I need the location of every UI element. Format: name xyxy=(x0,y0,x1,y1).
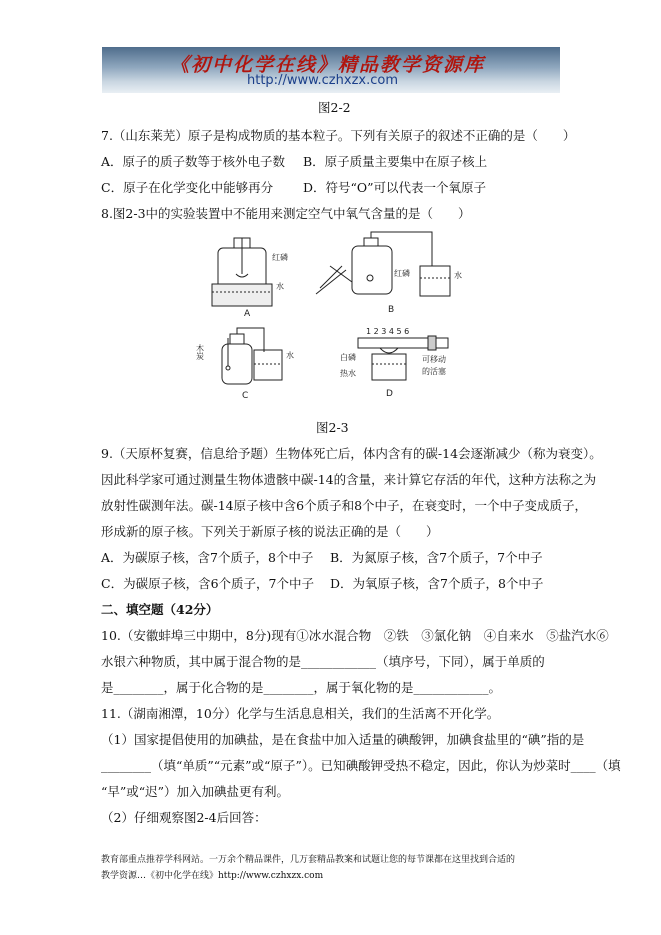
q7-option-b: B．原子质量主要集中在原子核上 xyxy=(303,154,488,169)
section-heading-fill-in: 二、填空题（42分） xyxy=(101,602,219,617)
footer-line-1: 教育部重点推荐学科网站。一万余个精品课件，几万套精品教案和试题让您的每节课都在这里找到合适的 xyxy=(101,855,516,865)
label-white-phosphorus-d: 白磷 xyxy=(340,353,356,362)
figure-2-3-caption: 图2-3 xyxy=(316,420,349,435)
label-hot-water-d: 热水 xyxy=(340,369,356,378)
figure-2-2-caption: 图2-2 xyxy=(318,100,351,115)
label-piston-d-line1: 可移动 xyxy=(422,355,446,364)
label-piston-d-line2: 的活塞 xyxy=(422,367,446,376)
label-water-a: 水 xyxy=(276,282,284,291)
q9-line-3: 放射性碳测年法。碳-14原子核中含6个质子和8个中子，在衰变时，一个中子变成质子， xyxy=(101,498,588,513)
q11-part2: （2）仔细观察图2-4后回答： xyxy=(101,810,267,825)
q8-stem: 8.图2-3中的实验装置中不能用来测定空气中氧气含量的是（ ） xyxy=(101,206,471,221)
q9-option-d: D．为氧原子核，含7个质子，8个中子 xyxy=(330,576,544,591)
q11-stem: 11.（湖南湘潭，10分）化学与生活息息相关，我们的生活离不开化学。 xyxy=(101,706,500,721)
label-b: B xyxy=(388,305,395,315)
q9-line-4: 形成新的原子核。下列关于新原子核的说法正确的是（ ） xyxy=(101,524,439,539)
q7-option-d: D．符号“O”可以代表一个氧原子 xyxy=(303,180,487,195)
q9-option-c: C．为碳原子核，含6个质子，7个中子 xyxy=(101,576,314,591)
figure-2-3 xyxy=(180,226,480,406)
apparatus-b xyxy=(316,232,450,296)
q10-line-2: 水银六种物质，其中属于混合物的是____________（填序号，下同），属于单质的 xyxy=(101,654,545,669)
banner-url[interactable]: http://www.czhxzx.com xyxy=(247,73,398,88)
footer-line-2[interactable]: 教学资源…《初中化学在线》http://www.czhxzx.com xyxy=(101,871,324,881)
q11-part1-line-2: ________（填“单质”“元素”或“原子”）。已知碘酸钾受热不稳定，因此，你认为炒菜时____（填 xyxy=(101,758,621,773)
site-banner xyxy=(102,47,560,93)
q9-option-b: B．为氮原子核，含7个质子，7个中子 xyxy=(330,550,543,565)
label-water-c: 水 xyxy=(286,351,294,360)
q7-option-a: A．原子的质子数等于核外电子数 xyxy=(101,154,286,169)
label-charcoal-c: 木炭 xyxy=(195,344,205,360)
label-red-phosphorus-b: 红磷 xyxy=(394,269,410,278)
q11-part1-line-3: “早”或“迟”）加入加碘盐更有利。 xyxy=(101,784,290,799)
q9-line-1: 9.（天原杯复赛，信息给予题）生物体死亡后，体内含有的碳-14会逐渐减少（称为衰变）。 xyxy=(101,446,602,461)
label-c: C xyxy=(242,391,249,401)
label-red-phosphorus-a: 红磷 xyxy=(272,253,288,262)
banner-title: 《初中化学在线》精品教学资源库 xyxy=(170,54,486,76)
label-d: D xyxy=(386,389,393,399)
q10-line-1: 10.（安徽蚌埠三中期中，8分)现有①冰水混合物 ②铁 ③氯化钠 ④自来水 ⑤盐汽水⑥ xyxy=(101,628,609,643)
q10-line-3: 是________，属于化合物的是________，属于氧化物的是____________。 xyxy=(101,680,502,695)
q9-option-a: A．为碳原子核，含7个质子，8个中子 xyxy=(101,550,314,565)
q7-stem: 7.（山东莱芜）原子是构成物质的基本粒子。下列有关原子的叙述不正确的是（ ） xyxy=(101,128,576,143)
q11-part1-line-1: （1）国家提倡使用的加碘盐，是在食盐中加入适量的碘酸钾，加碘食盐里的“碘”指的是 xyxy=(101,732,585,747)
label-scale-d: 1 2 3 4 5 6 xyxy=(366,327,410,336)
apparatus-c xyxy=(222,328,282,384)
label-a: A xyxy=(244,309,251,319)
q7-option-c: C．原子在化学变化中能够再分 xyxy=(101,180,274,195)
q9-line-2: 因此科学家可通过测量生物体遗骸中碳-14的含量，来计算它存活的年代，这种方法称之为 xyxy=(101,472,597,487)
apparatus-a xyxy=(212,238,272,306)
label-water-b: 水 xyxy=(454,271,462,280)
